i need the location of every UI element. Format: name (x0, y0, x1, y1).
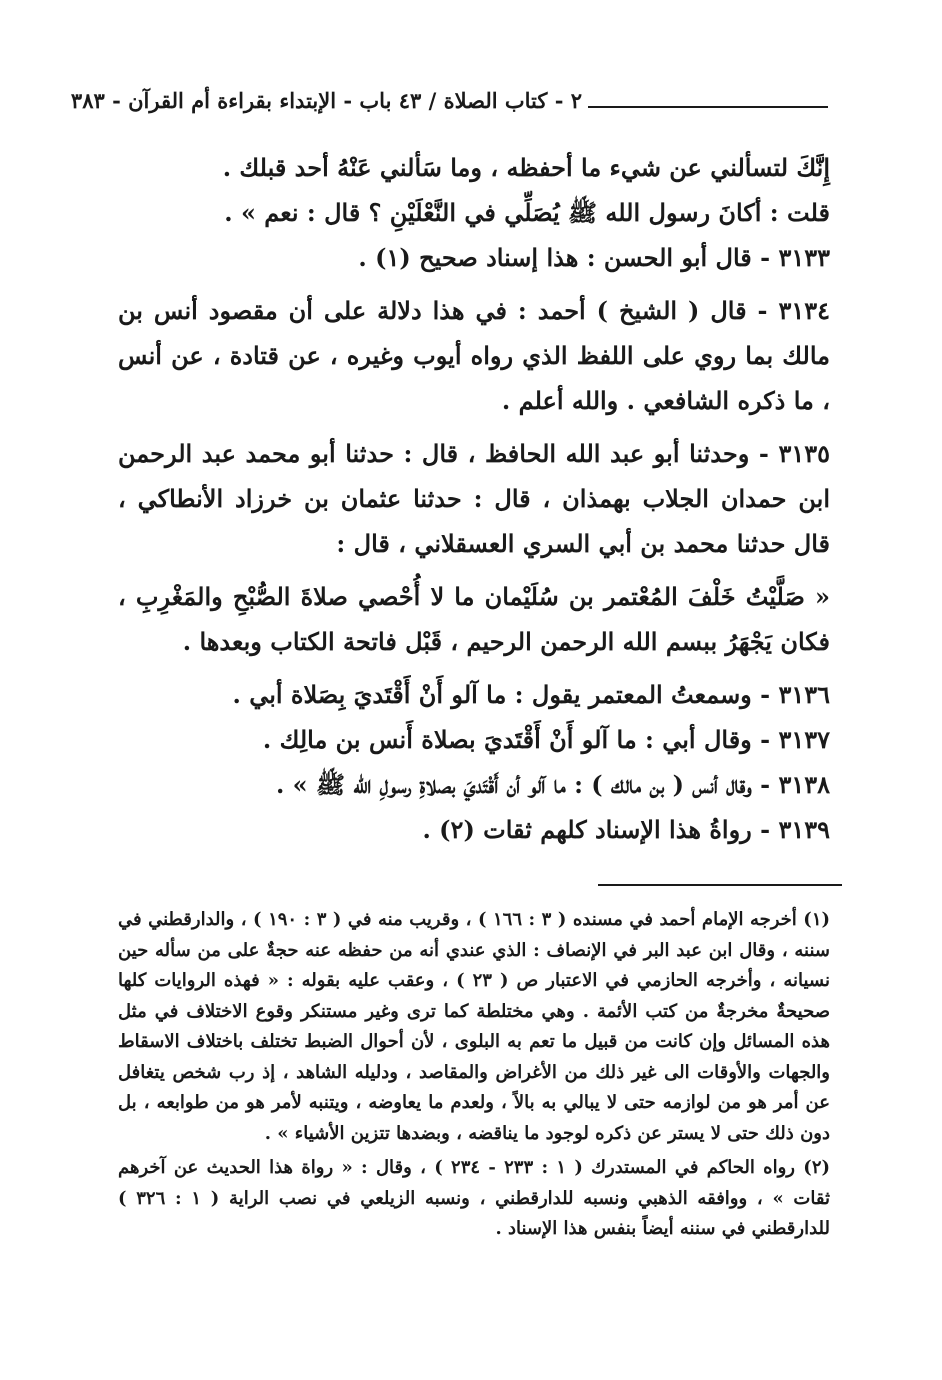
footnote-separator (598, 884, 842, 886)
running-header: ٢ - كتاب الصلاة / ٤٣ باب - الإبتداء بقراءة أم القرآن - ٣٨٣ (70, 88, 582, 113)
quote-paragraph: « صَلَّيْتُ خَلْفَ المُعْتمر بن سُلَيْمان ما لا أُحْصي صلاةَ الصُّبْحِ والمَغْرِبِ ، فكان يَجْهَرُ ببسم الله الرحمن الرحيم ، قَبْل فاتحة الكتاب وبعدها . (118, 582, 830, 656)
main-text (118, 145, 830, 852)
hadith-3139: ٣١٣٩ - رواةُ هذا الإسناد كلهم ثقات (٢) . (422, 815, 830, 844)
hadith-3133: ٣١٣٣ - قال أبو الحسن : هذا إسناد صحيح (١) . (358, 243, 830, 272)
paragraph: قلت : أكانَ رسول الله ﷺ يُصَلِّي في النَّعْلَيْنِ ؟ قال : نعم » . (224, 198, 830, 227)
hadith-3138: ٣١٣٨ - وقال أنس ( بن مالك ) : ما آلو أن أَقْتَديَ بصلاةِ رسولِ الله ﷺ » . (275, 770, 830, 799)
hadith-3136: ٣١٣٦ - وسمعتُ المعتمر يقول : ما آلو أَنْ أَقْتَديَ بِصَلاة أبي . (232, 680, 830, 709)
header-rule (588, 106, 828, 108)
hadith-3135: ٣١٣٥ - وحدثنا أبو عبد الله الحافظ ، قال : حدثنا أبو محمد عبد الرحمن ابن حمدان الجلاب بهمذان ، قال : حدثنا عثمان بن خرزاد الأنطاكي ، قال حدثنا محمد بن أبي السري العسقلاني ، قال : (118, 439, 830, 558)
hadith-3134: ٣١٣٤ - قال ( الشيخ ) أحمد : في هذا دلالة على أن مقصود أنس بن مالك بما روي على اللفظ الذي رواه أيوب وغيره ، عن قتادة ، عن أنس ، ما ذكره الشافعي . والله أعلم . (118, 296, 830, 415)
footnote-1: (١) أخرجه الإمام أحمد في مسنده ( ٣ : ١٦٦ ) ، وقريب منه في ( ٣ : ١٩٠ ) ، والدارقطني في سننه ، وقال ابن عبد البر في الإنصاف : الذي عندي أنه من حفظه عنه حجةٌ على من سأله حين نسيانه ، وأخرجه الحازمي في الاعتبار ص ( ٢٣ ) ، وعقب عليه بقوله : « فهذه الروايات كلها صحيحةٌ مخرجةٌ من كتب الأئمة . وهي مختلطة كما ترى وغير مستنكر وقوع الاختلاف في مثل هذه المسائل وإن كانت من قبيل ما تعم به البلوى ، لأن أحوال الضبط تختلف باختلاف الاسقاط والجهات والأوقات الى غير ذلك من الأغراض والمقاصد ، ودليله الشاهد ، إذ رب شخص يتغافل عن أمر هو من لوازمه حتى لا يبالي به بالاً ، ولعدم ما يعاوضه ، ويتنبه لأمر هو من طوابعه ، بل دون ذلك حتى لا يستر عن ذكره لوجود ما يناقضه ، وبضدها تتزين الأشياء » . (118, 909, 831, 1144)
footnote-2: (٢) رواه الحاكم في المستدرك ( ١ : ٢٣٣ - ٢٣٤ ) ، وقال : « رواة هذا الحديث عن آخرهم ثقات » ، ووافقه الذهبي ونسبه للدارقطني ، ونسبه الزيلعي في نصب الراية ( ١ : ٣٢٦ ) للدارقطني في سننه أيضاً بنفس هذا الإسناد . (118, 1157, 831, 1239)
hadith-3137: ٣١٣٧ - وقال أبي : ما آلو أَنْ أَقْتَديَ بصلاة أَنس بن مالِك . (262, 725, 830, 754)
paragraph: إِنَّكَ لتسألني عن شيء ما أحفظه ، وما سَألني عَنْهُ أحد قبلك . (222, 153, 830, 182)
footnotes (118, 905, 830, 1245)
